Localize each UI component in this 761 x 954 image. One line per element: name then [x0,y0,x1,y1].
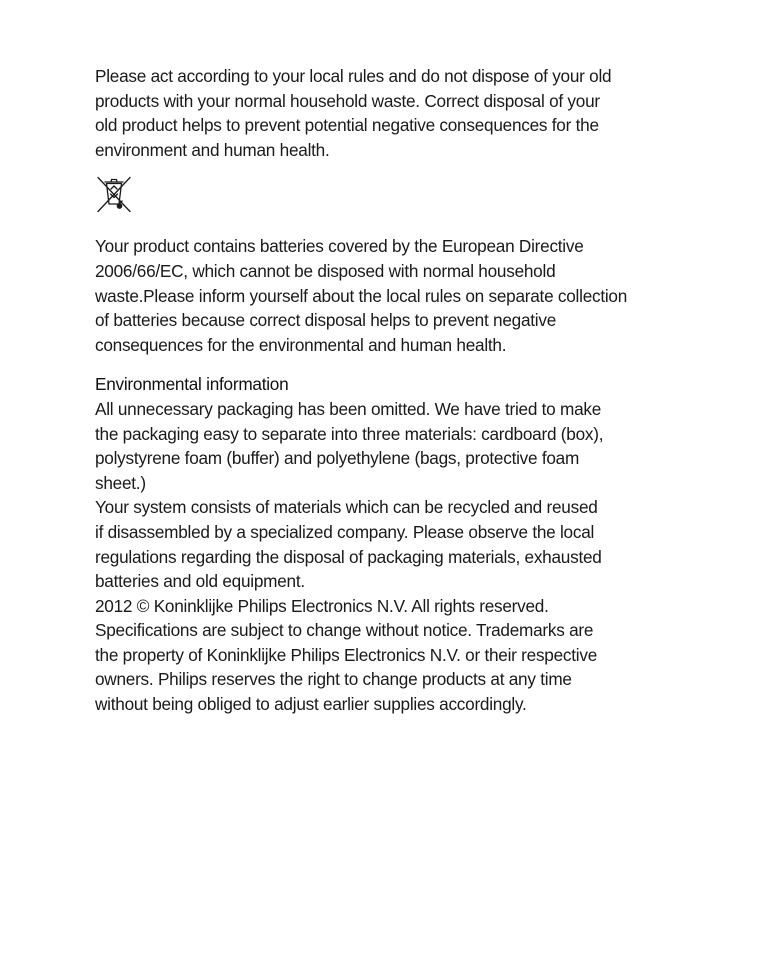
text-line: Your product contains batteries covered by the European Directive [95,236,584,257]
text-line: Your system consists of materials which can be recycled and reused [95,497,598,518]
text-line: regulations regarding the disposal of packaging materials, exhausted [95,546,602,567]
text-line: 2006/66/EC, which cannot be disposed with normal household [95,260,556,281]
section-heading: Environmental information [95,374,289,395]
text-line: batteries and old equipment. [95,571,305,592]
crossed-out-wheeled-bin-icon [95,175,133,213]
text-line: owners. Philips reserves the right to change products at any time [95,669,572,690]
text-line: environment and human health. [95,139,330,160]
text-line: if disassembled by a specialized company. Please observe the local [95,521,595,542]
text-line: Specifications are subject to change without notice. Trademarks are [95,620,594,641]
text-line: the property of Koninklijke Philips Electronics N.V. or their respective [95,644,598,665]
text-line: polystyrene foam (buffer) and polyethylene (bags, protective foam [95,448,580,469]
text-line: consequences for the environmental and human health. [95,334,507,355]
text-line: products with your normal household waste. Correct disposal of your [95,90,600,111]
environmental-paragraph [95,397,675,717]
text-line: Please act according to your local rules and do not dispose of your old [95,66,612,86]
text-line: sheet.) [95,472,146,493]
text-line: All unnecessary packaging has been omitted. We have tried to make [95,398,602,419]
text-line: waste.Please inform yourself about the local rules on separate collection [95,285,628,306]
disposal-paragraph [95,64,675,162]
text-line: 2012 © Koninklijke Philips Electronics N.V. All rights reserved. [95,595,549,616]
document-page [95,64,675,717]
text-line: old product helps to prevent potential negative consequences for the [95,115,599,136]
text-line: of batteries because correct disposal helps to prevent negative [95,310,557,331]
battery-paragraph [95,234,675,357]
text-line: the packaging easy to separate into three materials: cardboard (box), [95,423,604,444]
text-line: without being obliged to adjust earlier supplies accordingly. [95,694,527,715]
